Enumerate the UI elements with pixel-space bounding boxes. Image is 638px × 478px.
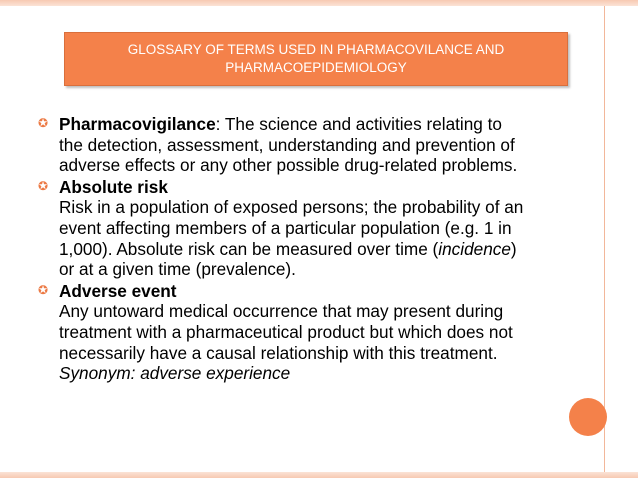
- decorative-orange-circle: [569, 398, 607, 436]
- definition-line: Any untoward medical occurrence that may present during: [59, 301, 504, 322]
- definition-line: adverse effects or any other possible drug-related problems.: [59, 155, 518, 176]
- synonym-line: Synonym: adverse experience: [59, 363, 291, 384]
- title-line-2: PHARMACOEPIDEMIOLOGY: [225, 60, 407, 75]
- glossary-list: [38, 114, 598, 385]
- bottom-frame-band: [0, 472, 638, 478]
- definition-line: treatment with a pharmaceutical product but which does not: [59, 321, 513, 342]
- slide-title-box: [64, 32, 568, 86]
- glossary-item-absolute-risk: [38, 177, 598, 280]
- glossary-item-adverse-event: [38, 281, 598, 384]
- term-adverse-event: Adverse event: [59, 280, 177, 301]
- definition-text: 1,000). Absolute risk can be measured over time (: [59, 238, 439, 259]
- term-pharmacovigilance: Pharmacovigilance: [59, 114, 216, 134]
- title-line-1: GLOSSARY OF TERMS USED IN PHARMACOVILANCE AND: [127, 42, 505, 57]
- right-divider-line: [604, 6, 605, 472]
- bullet-icon: ✪: [38, 282, 49, 297]
- top-frame-band: [0, 0, 638, 6]
- definition-text: : The science and activities relating to: [215, 114, 502, 134]
- italic-term-incidence: incidence: [438, 238, 511, 259]
- term-absolute-risk: Absolute risk: [59, 176, 168, 197]
- definition-line: necessarily have a causal relationship with this treatment.: [59, 342, 498, 363]
- definition-line: or at a given time (prevalence).: [59, 259, 296, 280]
- bullet-icon: ✪: [38, 178, 49, 193]
- definition-text: ): [510, 238, 517, 259]
- glossary-item-pharmacovigilance: [38, 114, 598, 176]
- bullet-icon: ✪: [38, 116, 49, 130]
- definition-line: the detection, assessment, understanding and prevention of: [59, 134, 515, 155]
- definition-line: Risk in a population of exposed persons; the probability of an: [59, 197, 524, 218]
- definition-line: event affecting members of a particular population (e.g. 1 in: [59, 217, 512, 238]
